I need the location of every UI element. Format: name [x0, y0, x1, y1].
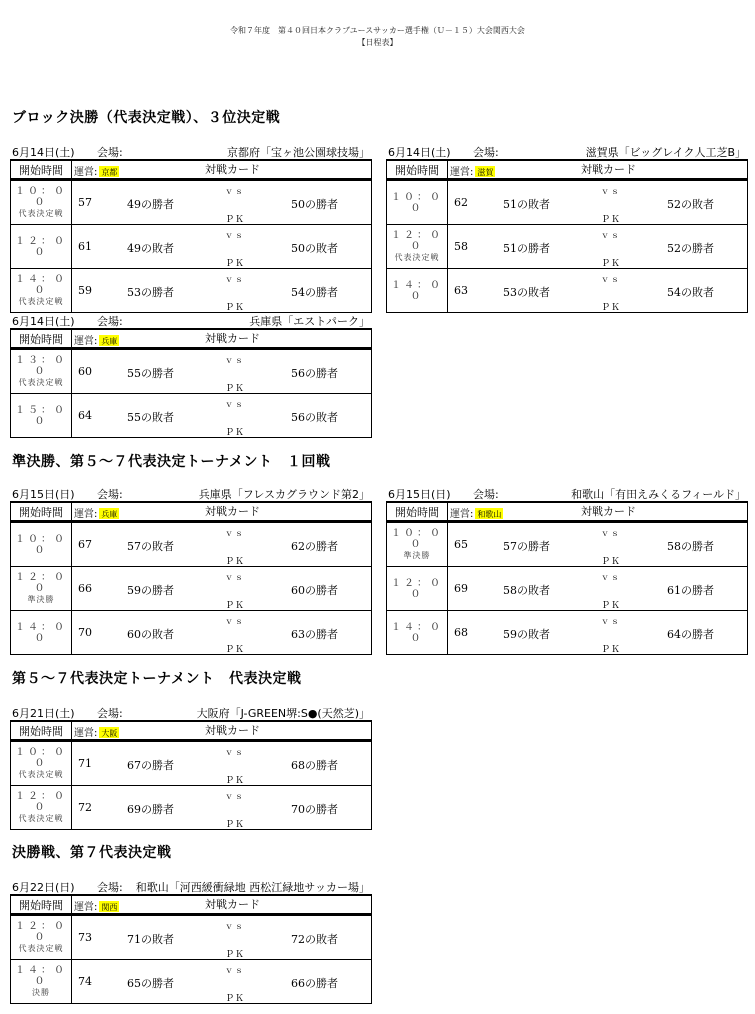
- vs-label: ｖｓ: [601, 275, 621, 284]
- match-number: 72: [78, 801, 92, 814]
- match-card-header: 対戦カード: [205, 505, 260, 518]
- match-row: [11, 269, 372, 313]
- match-card-cell: [72, 960, 372, 1004]
- team-b: 63の勝者: [291, 628, 338, 641]
- match-number: 69: [454, 582, 468, 595]
- block-header: [386, 488, 748, 502]
- match-row: [387, 567, 748, 611]
- start-time-header: 開始時間: [11, 503, 72, 522]
- schedule-block: [10, 881, 372, 1004]
- venue-name: 滋賀県「ビッグレイク人工芝B」: [585, 146, 746, 159]
- pk-label: ＰＫ: [225, 428, 246, 438]
- operator-label: [74, 898, 119, 913]
- match-note: 準決勝: [27, 595, 55, 604]
- pk-label: ＰＫ: [601, 303, 622, 313]
- team-b: 50の勝者: [291, 198, 338, 211]
- schedule-block: [10, 488, 372, 655]
- block-header: [386, 146, 748, 160]
- subtitle-line: 【日程表】: [357, 38, 398, 47]
- team-a: 71の敗者: [127, 933, 174, 946]
- team-a: 51の敗者: [503, 198, 550, 211]
- operator-text: 運営:: [74, 902, 98, 913]
- team-b: 62の勝者: [291, 540, 338, 553]
- pk-label: ＰＫ: [225, 994, 246, 1004]
- pk-label: ＰＫ: [225, 601, 246, 611]
- start-time-cell: [11, 567, 72, 611]
- vs-label: ｖｓ: [601, 529, 621, 538]
- match-row: [11, 960, 372, 1004]
- match-note: 準決勝: [403, 551, 431, 560]
- start-time-cell: [11, 394, 72, 438]
- start-time: １０：００: [15, 747, 67, 769]
- title-line: 令和７年度 第４０回日本クラブユースサッカー選手権（Ｕ－１５）大会関西大会: [230, 26, 525, 35]
- table-header-row: [11, 330, 372, 349]
- vs-label: ｖｓ: [601, 187, 621, 196]
- match-row: [11, 394, 372, 438]
- pk-label: ＰＫ: [225, 950, 246, 960]
- card-header: [72, 161, 372, 180]
- card-header: [72, 722, 372, 741]
- venue-label: 会場:: [473, 488, 499, 501]
- match-card-cell: [72, 269, 372, 313]
- vs-label: ｖｓ: [601, 617, 621, 626]
- start-time: １０：００: [391, 528, 443, 550]
- start-time: １５：００: [15, 404, 67, 427]
- start-time: １４：００: [15, 274, 67, 296]
- start-time-cell: [11, 349, 72, 394]
- operator-value: 兵庫: [101, 510, 118, 519]
- team-a: 60の敗者: [127, 628, 174, 641]
- pk-label: ＰＫ: [225, 259, 246, 269]
- match-note: 代表決定戦: [394, 253, 440, 262]
- team-a: 49の敗者: [127, 242, 174, 255]
- operator-label: [74, 332, 119, 347]
- match-card-cell: [72, 522, 372, 567]
- section-heading-final: 決勝戦、第７代表決定戦: [12, 845, 172, 861]
- start-time: １２：００: [15, 572, 67, 594]
- match-card-cell: [72, 741, 372, 786]
- schedule-table: [386, 502, 748, 655]
- operator-label: [450, 505, 503, 520]
- operator-text: 運営:: [74, 336, 98, 347]
- pk-label: ＰＫ: [601, 557, 622, 567]
- team-a: 65の勝者: [127, 977, 174, 990]
- match-number: 57: [78, 196, 92, 209]
- match-card-cell: [72, 225, 372, 269]
- match-number: 60: [78, 365, 92, 378]
- start-time-cell: [11, 611, 72, 655]
- match-row: [11, 567, 372, 611]
- match-card-cell: [448, 225, 748, 269]
- match-row: [11, 225, 372, 269]
- match-row: [11, 915, 372, 960]
- match-row: [11, 611, 372, 655]
- card-header: [448, 503, 748, 522]
- venue-name: 大阪府「J-GREEN堺:S●(天然芝)」: [196, 707, 370, 720]
- block-header: [10, 881, 372, 895]
- pk-label: ＰＫ: [601, 645, 622, 655]
- venue-label: 会場:: [97, 146, 123, 159]
- start-time-header: 開始時間: [11, 161, 72, 180]
- start-time: １０：００: [15, 186, 67, 208]
- team-b: 52の敗者: [667, 198, 714, 211]
- vs-label: ｖｓ: [225, 400, 245, 409]
- vs-label: ｖｓ: [225, 529, 245, 538]
- match-number: 73: [78, 931, 92, 944]
- operator-label: [450, 163, 495, 178]
- start-time-cell: [11, 786, 72, 830]
- card-header: [72, 896, 372, 915]
- document-title: [0, 25, 755, 49]
- match-date: 6月14日(土): [388, 146, 451, 159]
- start-time-cell: [11, 225, 72, 269]
- start-time: １４：００: [15, 965, 67, 987]
- pk-label: ＰＫ: [601, 601, 622, 611]
- match-card-header: 対戦カード: [205, 898, 260, 911]
- start-time-cell: [387, 611, 448, 655]
- team-a: 51の勝者: [503, 242, 550, 255]
- team-b: 56の敗者: [291, 411, 338, 424]
- match-number: 67: [78, 538, 92, 551]
- operator-text: 運営:: [450, 509, 474, 520]
- block-header: [10, 146, 372, 160]
- match-note: 代表決定戦: [18, 209, 64, 218]
- table-header-row: [387, 161, 748, 180]
- start-time: １２：００: [15, 235, 67, 258]
- start-time-cell: [387, 567, 448, 611]
- vs-label: ｖｓ: [225, 617, 245, 626]
- pk-label: ＰＫ: [225, 645, 246, 655]
- start-time: １２：００: [15, 921, 67, 943]
- team-a: 53の敗者: [503, 286, 550, 299]
- pk-label: ＰＫ: [225, 557, 246, 567]
- vs-label: ｖｓ: [225, 356, 245, 365]
- match-row: [11, 180, 372, 225]
- pk-label: ＰＫ: [225, 820, 246, 830]
- venue-label: 会場:: [97, 315, 123, 328]
- start-time-header: 開始時間: [11, 896, 72, 915]
- match-card-cell: [72, 394, 372, 438]
- venue-name: 和歌山「有田えみくるフィールド」: [571, 488, 746, 501]
- match-number: 66: [78, 582, 92, 595]
- start-time-cell: [11, 960, 72, 1004]
- team-b: 56の勝者: [291, 367, 338, 380]
- venue-label: 会場:: [97, 488, 123, 501]
- pk-label: ＰＫ: [225, 776, 246, 786]
- match-number: 61: [78, 240, 92, 253]
- match-note: 代表決定戦: [18, 378, 64, 387]
- team-a: 57の勝者: [503, 540, 550, 553]
- team-b: 72の敗者: [291, 933, 338, 946]
- schedule-table: [10, 895, 372, 1004]
- vs-label: ｖｓ: [225, 748, 245, 757]
- schedule-table: [386, 160, 748, 313]
- team-b: 50の敗者: [291, 242, 338, 255]
- team-b: 66の勝者: [291, 977, 338, 990]
- team-a: 49の勝者: [127, 198, 174, 211]
- match-card-cell: [72, 915, 372, 960]
- match-card-cell: [72, 611, 372, 655]
- match-date: 6月15日(日): [388, 488, 451, 501]
- start-time-cell: [11, 915, 72, 960]
- team-a: 69の勝者: [127, 803, 174, 816]
- start-time-header: 開始時間: [387, 503, 448, 522]
- schedule-table: [10, 721, 372, 830]
- team-a: 59の敗者: [503, 628, 550, 641]
- team-b: 70の勝者: [291, 803, 338, 816]
- venue-label: 会場:: [473, 146, 499, 159]
- team-b: 68の勝者: [291, 759, 338, 772]
- start-time-header: 開始時間: [11, 722, 72, 741]
- block-header: [10, 488, 372, 502]
- vs-label: ｖｓ: [225, 792, 245, 801]
- block-header: [10, 315, 372, 329]
- table-header-row: [11, 722, 372, 741]
- match-number: 64: [78, 409, 92, 422]
- vs-label: ｖｓ: [225, 966, 245, 975]
- match-row: [387, 225, 748, 269]
- operator-text: 運営:: [74, 728, 98, 739]
- team-a: 57の敗者: [127, 540, 174, 553]
- team-b: 61の勝者: [667, 584, 714, 597]
- match-note: 代表決定戦: [18, 297, 64, 306]
- start-time-cell: [387, 180, 448, 225]
- operator-value: 京都: [101, 168, 118, 177]
- operator-label: [74, 724, 119, 739]
- team-b: 52の勝者: [667, 242, 714, 255]
- operator-label: [74, 163, 119, 178]
- section-heading-semifinal: 準決勝、第５～７代表決定トーナメント １回戦: [12, 454, 331, 470]
- block-header: [10, 707, 372, 721]
- start-time-cell: [11, 180, 72, 225]
- match-note: 決勝: [32, 988, 50, 997]
- match-note: 代表決定戦: [18, 814, 64, 823]
- operator-text: 運営:: [74, 167, 98, 178]
- start-time: １３：００: [15, 355, 67, 377]
- team-b: 60の勝者: [291, 584, 338, 597]
- match-card-header: 対戦カード: [205, 332, 260, 345]
- match-number: 74: [78, 975, 92, 988]
- table-header-row: [11, 161, 372, 180]
- start-time-cell: [387, 269, 448, 313]
- match-date: 6月14日(土): [12, 146, 75, 159]
- schedule-table: [10, 160, 372, 313]
- operator-value: 滋賀: [477, 168, 494, 177]
- match-card-header: 対戦カード: [581, 505, 636, 518]
- vs-label: ｖｓ: [601, 573, 621, 582]
- match-card-cell: [72, 180, 372, 225]
- vs-label: ｖｓ: [225, 573, 245, 582]
- operator-value: 大阪: [101, 729, 118, 738]
- match-card-header: 対戦カード: [581, 163, 636, 176]
- schedule-table: [10, 502, 372, 655]
- card-header: [72, 330, 372, 349]
- match-row: [387, 269, 748, 313]
- team-a: 55の敗者: [127, 411, 174, 424]
- match-date: 6月14日(土): [12, 315, 75, 328]
- match-row: [387, 522, 748, 567]
- operator-text: 運営:: [74, 509, 98, 520]
- section-heading-5-7-final: 第５～７代表決定トーナメント 代表決定戦: [12, 671, 302, 687]
- operator-value: 兵庫: [101, 337, 118, 346]
- pk-label: ＰＫ: [601, 259, 622, 269]
- match-card-cell: [448, 567, 748, 611]
- schedule-table: [10, 329, 372, 438]
- start-time: １２：００: [15, 791, 67, 813]
- team-a: 53の勝者: [127, 286, 174, 299]
- match-date: 6月22日(日): [12, 881, 75, 894]
- schedule-block: [386, 488, 748, 655]
- vs-label: ｖｓ: [225, 187, 245, 196]
- pk-label: ＰＫ: [601, 215, 622, 225]
- match-note: 代表決定戦: [18, 944, 64, 953]
- vs-label: ｖｓ: [601, 231, 621, 240]
- pk-label: ＰＫ: [225, 215, 246, 225]
- venue-label: 会場:: [97, 707, 123, 720]
- venue-name: 和歌山「河西緩衝緑地 西松江緑地サッカー場」: [135, 881, 370, 894]
- start-time-cell: [387, 225, 448, 269]
- match-number: 65: [454, 538, 468, 551]
- start-time-cell: [387, 522, 448, 567]
- team-a: 59の勝者: [127, 584, 174, 597]
- schedule-block: [10, 707, 372, 830]
- match-row: [11, 522, 372, 567]
- team-b: 58の勝者: [667, 540, 714, 553]
- match-card-cell: [448, 180, 748, 225]
- section-heading-block-final: ブロック決勝（代表決定戦）、３位決定戦: [12, 110, 281, 126]
- match-card-cell: [72, 567, 372, 611]
- match-row: [11, 741, 372, 786]
- vs-label: ｖｓ: [225, 922, 245, 931]
- venue-name: 京都府「宝ヶ池公園球技場」: [227, 146, 370, 159]
- schedule-block: [10, 146, 372, 313]
- team-a: 55の勝者: [127, 367, 174, 380]
- table-header-row: [11, 896, 372, 915]
- operator-value: 関西: [101, 903, 118, 912]
- operator-value: 和歌山: [477, 510, 502, 519]
- table-header-row: [11, 503, 372, 522]
- start-time: １４：００: [391, 279, 443, 302]
- schedule-block: [10, 315, 372, 438]
- vs-label: ｖｓ: [225, 275, 245, 284]
- match-card-cell: [448, 611, 748, 655]
- match-date: 6月21日(土): [12, 707, 75, 720]
- operator-text: 運営:: [450, 167, 474, 178]
- start-time: １４：００: [15, 621, 67, 644]
- card-header: [448, 161, 748, 180]
- match-row: [11, 786, 372, 830]
- team-a: 58の敗者: [503, 584, 550, 597]
- venue-name: 兵庫県「エストパーク」: [249, 315, 370, 328]
- match-row: [387, 611, 748, 655]
- start-time-cell: [11, 741, 72, 786]
- match-card-cell: [448, 269, 748, 313]
- start-time: １４：００: [391, 621, 443, 644]
- match-card-header: 対戦カード: [205, 724, 260, 737]
- pk-label: ＰＫ: [225, 384, 246, 394]
- match-number: 58: [454, 240, 468, 253]
- start-time: １２：００: [391, 230, 443, 252]
- operator-label: [74, 505, 119, 520]
- start-time: １２：００: [391, 577, 443, 600]
- team-a: 67の勝者: [127, 759, 174, 772]
- match-card-cell: [72, 786, 372, 830]
- match-number: 59: [78, 284, 92, 297]
- match-row: [387, 180, 748, 225]
- match-row: [11, 349, 372, 394]
- vs-label: ｖｓ: [225, 231, 245, 240]
- match-number: 63: [454, 284, 468, 297]
- match-card-header: 対戦カード: [205, 163, 260, 176]
- match-card-cell: [72, 349, 372, 394]
- match-number: 71: [78, 757, 92, 770]
- match-number: 68: [454, 626, 468, 639]
- team-b: 54の勝者: [291, 286, 338, 299]
- team-b: 64の勝者: [667, 628, 714, 641]
- venue-name: 兵庫県「フレスカグラウンド第2」: [198, 488, 370, 501]
- venue-label: 会場:: [97, 881, 123, 894]
- match-number: 62: [454, 196, 468, 209]
- match-number: 70: [78, 626, 92, 639]
- match-card-cell: [448, 522, 748, 567]
- start-time-header: 開始時間: [387, 161, 448, 180]
- table-header-row: [387, 503, 748, 522]
- card-header: [72, 503, 372, 522]
- pk-label: ＰＫ: [225, 303, 246, 313]
- start-time: １０：００: [391, 191, 443, 214]
- start-time-cell: [11, 522, 72, 567]
- match-note: 代表決定戦: [18, 770, 64, 779]
- match-date: 6月15日(日): [12, 488, 75, 501]
- start-time-header: 開始時間: [11, 330, 72, 349]
- team-b: 54の敗者: [667, 286, 714, 299]
- start-time-cell: [11, 269, 72, 313]
- schedule-block: [386, 146, 748, 313]
- start-time: １０：００: [15, 533, 67, 556]
